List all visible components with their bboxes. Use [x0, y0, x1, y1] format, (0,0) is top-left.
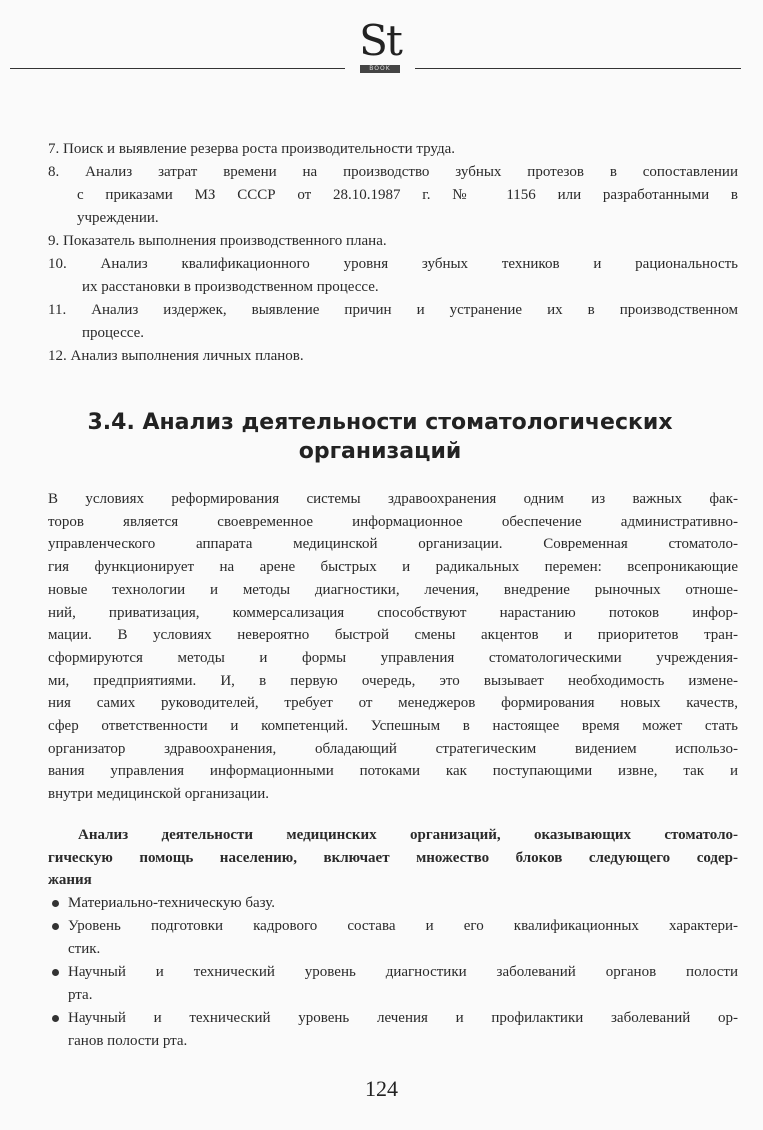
- publisher-logo: [345, 18, 415, 80]
- list-item: 8. Анализ затрат времени на производство зубных протезов в сопоставлении с приказами МЗ СССР от 28.10.1987 г. № 1156 или разработанными в учреждении.: [48, 164, 738, 226]
- bullet-dot-icon: [52, 923, 59, 930]
- list-item: 12. Анализ выполнения личных планов.: [48, 348, 304, 364]
- bold-paragraph: Анализ деятельности медицинских организаций, оказывающих стоматоло- гическую помощь населению, включает множество блоков следующего содер- жания: [48, 827, 738, 888]
- bullet-item: Уровень подготовки кадрового состава и его квалификационных характери- стик.: [48, 915, 738, 961]
- body-paragraph: В условиях реформирования системы здравоохранения одним из важных фак- торов является своевременное информационное обеспечение административно- управленческого аппарата медицинской организации. Современная стоматоло- гия функционирует на арене быстрых и радикальных перемен: всепроникающие новые технологии и методы диагностики, лечения, внедрение рыночных отноше- ний, приватизация, коммерсализация способствуют нарастанию потоков инфор- мации. В условиях невероятно быстрой смены акцентов и приоритетов тран- сформируются методы и формы управления стоматологическими учреждения- ми, предприятиями. И, в первую очередь, это вызывает необходимость измене- ния самих руководителей, требует от менеджеров формирования новых качеств, сфер ответственности и компетенций. Успешным в настоящее время может стать организатор здравоохранения, обладающий стратегическим видением использо- вания управления информационными потоками как поступающими извне, так и внутри медицинской организации.: [48, 491, 738, 803]
- bullet-item: Научный и технический уровень диагностики заболеваний органов полости рта.: [48, 961, 738, 1007]
- bullet-item: Материально-техническую базу.: [48, 892, 738, 915]
- section-title: 3.4. Анализ деятельности стоматологических организаций: [87, 410, 673, 464]
- bullet-dot-icon: [52, 900, 59, 907]
- logo-sub-text: BOOK: [369, 65, 391, 72]
- bullet-list: [48, 892, 738, 1053]
- list-item: 7. Поиск и выявление резерва роста производительности труда.: [48, 141, 456, 157]
- list-item: 11. Анализ издержек, выявление причин и устранение их в производственном процессе.: [48, 302, 738, 341]
- bullet-dot-icon: [52, 1015, 59, 1022]
- list-item: 9. Показатель выполнения производственного плана.: [48, 233, 387, 249]
- logo-mark: St: [359, 16, 401, 65]
- page-number: 124: [365, 1076, 398, 1101]
- numbered-list: [48, 138, 738, 368]
- logo-sub-bar: [360, 65, 400, 73]
- bullet-dot-icon: [52, 969, 59, 976]
- bullet-item: Научный и технический уровень лечения и профилактики заболеваний ор- ганов полости рта.: [48, 1007, 738, 1053]
- list-item: 10. Анализ квалификационного уровня зубных техников и рациональность их расстановки в производственном процессе.: [48, 256, 738, 295]
